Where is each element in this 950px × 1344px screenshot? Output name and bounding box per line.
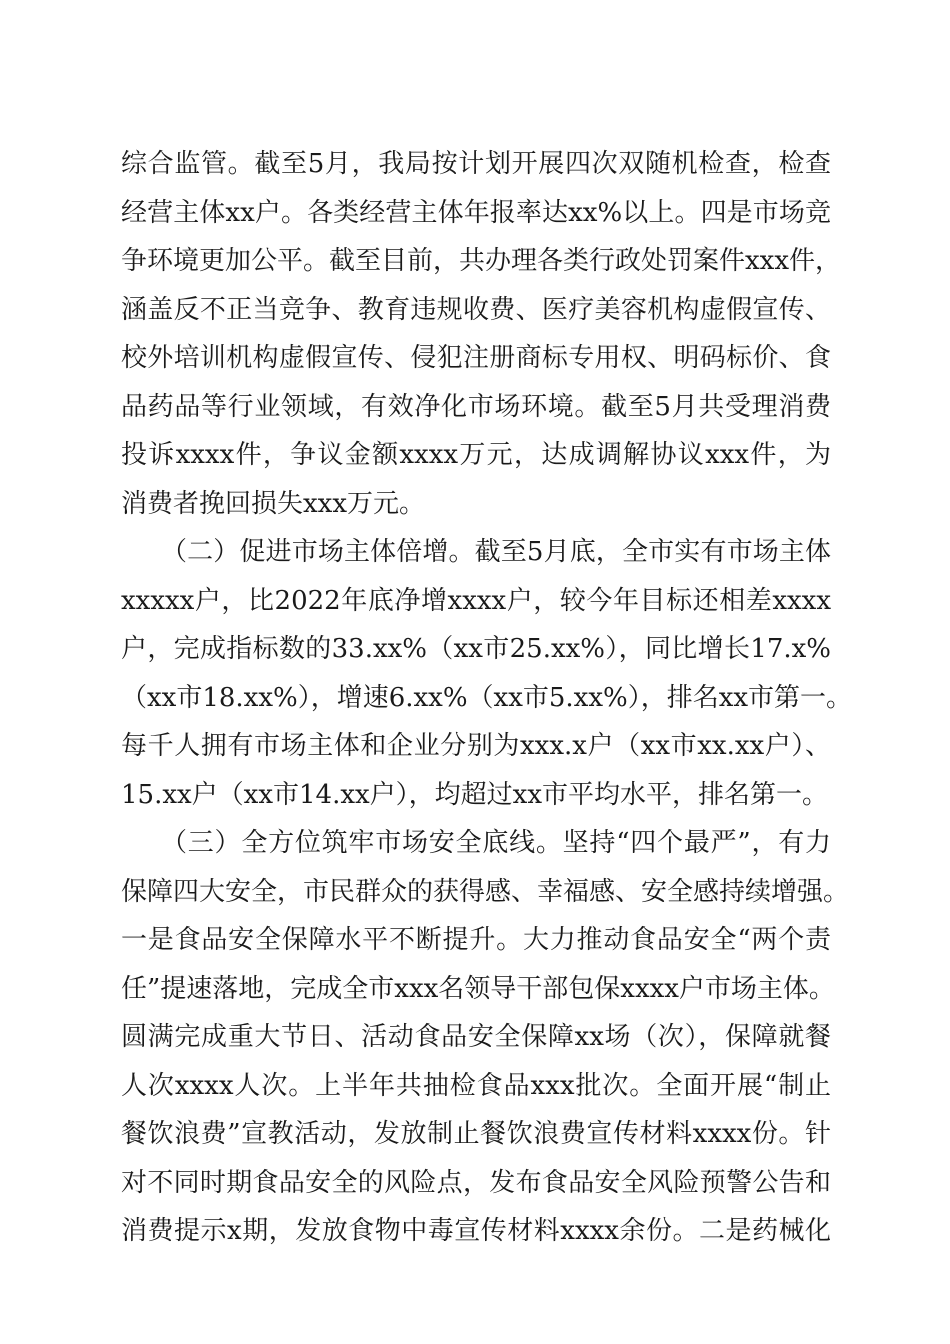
paragraph-3 (121, 819, 850, 1256)
text-line: 户，完成指标数的33.xx%（xx市25.xx%），同比增长17.x% (121, 634, 831, 664)
text-line: xxxxx户，比2022年底净增xxxx户，较今年目标还相差xxxx (121, 585, 831, 616)
text-line: 综合监管。截至5月，我局按计划开展四次双随机检查，检查 (121, 149, 831, 179)
text-line: 涵盖反不正当竞争、教育违规收费、医疗美容机构虚假宣传、 (121, 294, 831, 325)
text-line: 人次xxxx人次。上半年共抽检食品xxx批次。全面开展“制止 (121, 1070, 831, 1101)
text-line: 投诉xxxx件，争议金额xxxx万元，达成调解协议xxx件，为 (121, 440, 831, 470)
text-line: 争环境更加公平。截至目前，共办理各类行政处罚案件xxx件， (121, 246, 841, 276)
text-line: （三）全方位筑牢市场安全底线。坚持“四个最严”，有力 (161, 828, 831, 858)
text-line: 对不同时期食品安全的风险点，发布食品安全风险预警公告和 (121, 1167, 831, 1198)
text-line: 保障四大安全，市民群众的获得感、幸福感、安全感持续增强。 (121, 876, 850, 907)
text-line: 15.xx户（xx市14.xx户），均超过xx市平均水平，排名第一。 (121, 779, 829, 810)
text-line: 消费者挽回损失xxx万元。 (121, 488, 425, 519)
text-line: 餐饮浪费”宣教活动，发放制止餐饮浪费宣传材料xxxx份。针 (121, 1119, 831, 1149)
text-line: 消费提示x期，发放食物中毒宣传材料xxxx余份。二是药械化 (121, 1216, 831, 1246)
paragraph-1 (121, 140, 841, 528)
text-line: 一是食品安全保障水平不断提升。大力推动食品安全“两个责 (121, 925, 831, 955)
text-line: （xx市18.xx%），增速6.xx%（xx市5.xx%），排名xx市第一。 (121, 682, 853, 713)
text-line: 校外培训机构虚假宣传、侵犯注册商标专用权、明码标价、食 (121, 343, 831, 373)
paragraph-2 (121, 528, 853, 819)
text-line: 经营主体xx户。各类经营主体年报率达xx%以上。四是市场竞 (121, 197, 831, 228)
text-line: 每千人拥有市场主体和企业分别为xxx.x户（xx市xx.xx户）、 (121, 731, 831, 761)
text-line: （二）促进市场主体倍增。截至5月底，全市实有市场主体 (161, 537, 831, 567)
text-line: 圆满完成重大节日、活动食品安全保障xx场（次），保障就餐 (121, 1022, 831, 1052)
text-line: 品药品等行业领域，有效净化市场环境。截至5月共受理消费 (121, 391, 831, 422)
document-body (121, 140, 853, 1256)
text-line: 任”提速落地，完成全市xxx名领导干部包保xxxx户市场主体。 (121, 973, 835, 1004)
